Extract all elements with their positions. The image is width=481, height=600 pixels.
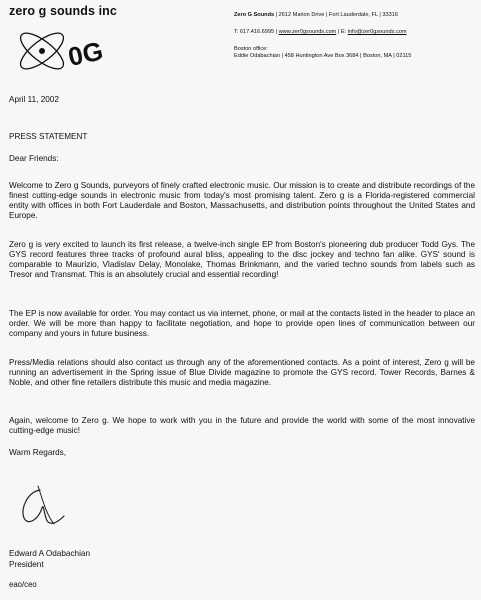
brand-name: zero g sounds inc xyxy=(9,4,117,18)
letter-heading: PRESS STATEMENT xyxy=(9,132,88,141)
signer-block xyxy=(9,548,90,570)
email-link[interactable]: info@zer0gsounds.com xyxy=(347,29,407,35)
signer-title: President xyxy=(9,560,44,569)
paragraph: Again, welcome to Zero g. We hope to work with you in the future and provide the world with some of the most innovative cutting-edge music! xyxy=(9,416,475,435)
header-address-line: Zero G Sounds | 2612 Marion Drive | Fort Lauderdale, FL | 33316 xyxy=(234,12,398,18)
atom-logo-icon xyxy=(14,21,124,83)
paragraph: The EP is now available for order. You may contact us via internet, phone, or mail at the contacts listed in the header to place an order. We will be more than happy to facilitate negotiation, and hope to provide open lines of communication between our company and yours in future business. xyxy=(9,309,475,338)
logo-text: 0G xyxy=(65,35,106,72)
paragraph: Press/Media relations should also contact us through any of the aforementioned contacts. As a point of interest, Zero g will be running an advertisement in the Spring issue of Blue Divide magazine to promote the GYS record. Tower Records, Barnes & Noble, and other fine retailers distribute this music and media magazine. xyxy=(9,358,475,387)
letter-greeting: Dear Friends: xyxy=(9,154,59,163)
boston-office-label: Boston office: xyxy=(234,46,268,52)
paragraph: Welcome to Zero g Sounds, purveyors of finely crafted electronic music. Our mission is to create and distribute recordings of the finest cutting-edge sounds in electronic music from today's most promising talent. Zero g is a Florida-registered commercial entity with offices in both Fort Lauderdale and Boston, Massachusetts, and distribution points throughout the United States and Europe. xyxy=(9,181,475,220)
website-link[interactable]: www.zer0gsounds.com xyxy=(278,29,337,35)
header-contact-line: T: 617.416.6995 | www.zer0gsounds.com | E: info@zer0gsounds.com xyxy=(234,29,407,35)
company-address: 2612 Marion Drive | Fort Lauderdale, FL | 33316 xyxy=(278,12,398,18)
company-name: Zero G Sounds xyxy=(234,12,275,18)
signer-name: Edward A Odabachian xyxy=(9,549,91,558)
email-label: E: xyxy=(340,29,347,35)
reference-initials: eao/ceo xyxy=(9,580,37,589)
boston-office-address: Eddie Odabachian | 458 Huntington Ave Box 3684 | Boston, MA | 02115 xyxy=(234,53,412,59)
paragraph: Zero g is very excited to launch its first release, a twelve-inch single EP from Boston's pioneering dub producer Todd Gys. The GYS record features three tracks of profound aural bliss, appealing to the disc jockey and techno fan alike. GYS' sound is comparable to Maurizio, Vladislav Delay, Monolake, Thomas Brinkmann, and the varied techno sounds from labels such as Tresor and Transmat. This is an absolutely crucial and essential recording! xyxy=(9,240,475,279)
letter-closing: Warm Regards, xyxy=(9,448,67,457)
signature-icon xyxy=(14,478,74,536)
phone-number: T: 617.416.6995 xyxy=(234,29,275,35)
letter-date: April 11, 2002 xyxy=(9,95,59,104)
